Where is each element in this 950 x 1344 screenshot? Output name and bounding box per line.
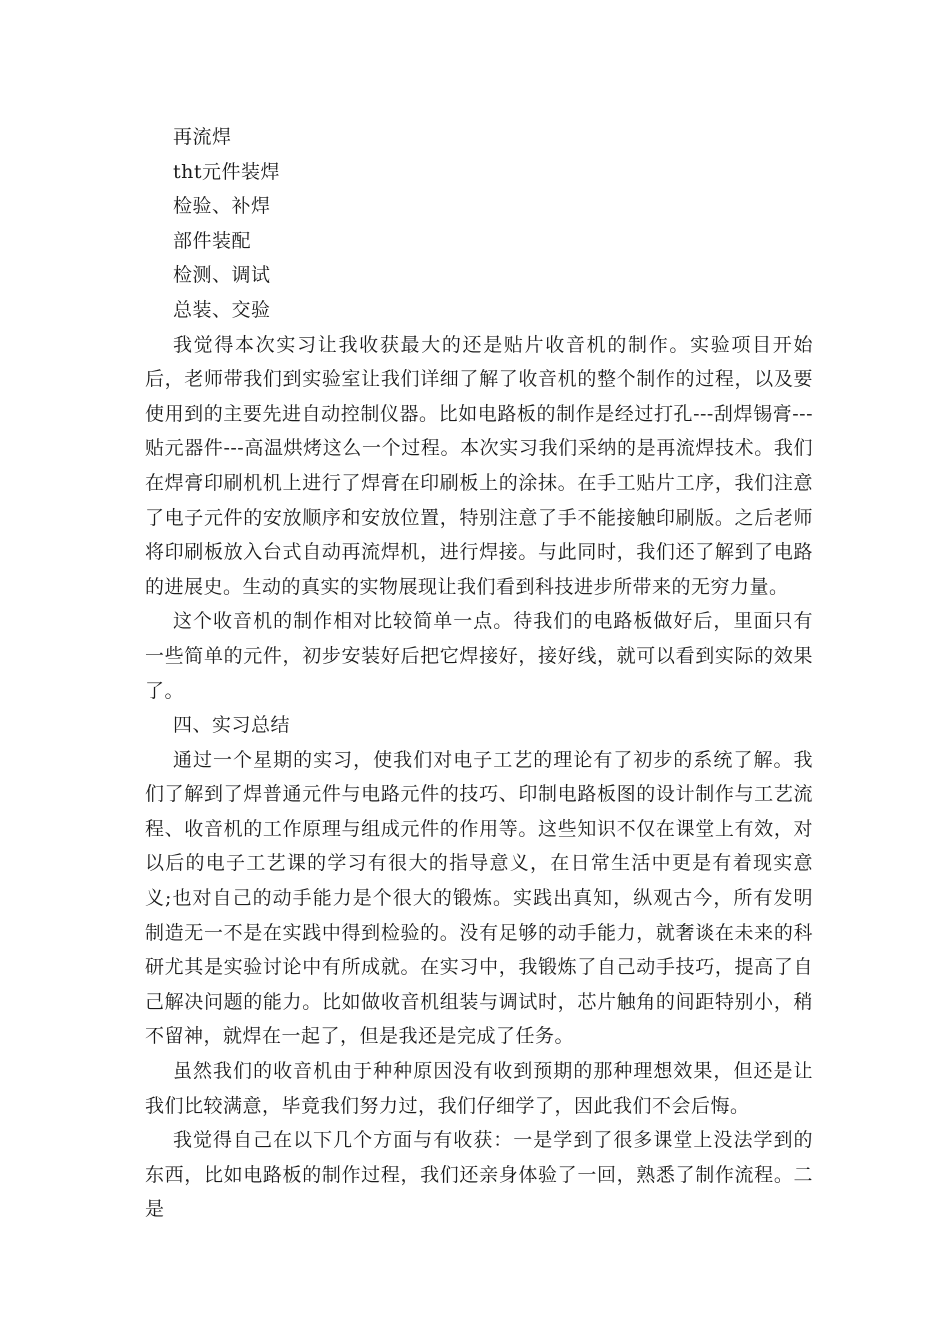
summary-paragraph: 虽然我们的收音机由于种种原因没有收到预期的那种理想效果，但还是让我们比较满意，毕竟我们努力过，我们仔细学了，因此我们不会后悔。 [145,1060,813,1117]
summary-paragraph: 我觉得自己在以下几个方面与有收获：一是学到了很多课堂上没法学到的东西，比如电路板的制作过程，我们还亲身体验了一回，熟悉了制作流程。二是 [145,1129,813,1221]
process-step-tht-soldering: tht元件装焊 [173,160,281,183]
section-heading: 四、实习总结 [173,714,291,737]
process-step-testing: 检测、调试 [173,264,271,287]
process-step-inspection: 检验、补焊 [173,195,271,218]
summary-paragraph: 通过一个星期的实习，使我们对电子工艺的理论有了初步的系统了解。我们了解到了焊普通元件与电路元件的技巧、印制电路板图的设计制作与工艺流程、收音机的工作原理与组成元件的作用等。这些知识不仅在课堂上有效，对以后的电子工艺课的学习有很大的指导意义，在日常生活中更是有着现实意义;也对自己的动手能力是个很大的锻炼。实践出真知，纵观古今，所有发明制造无一不是在实践中得到检验的。没有足够的动手能力，就奢谈在未来的科研尤其是实验讨论中有所成就。在实习中，我锻炼了自己动手技巧，提高了自己解决问题的能力。比如做收音机组装与调试时，芯片触角的间距特别小，稍不留神，就焊在一起了，但是我还是完成了任务。 [145,748,813,1048]
body-paragraph: 这个收音机的制作相对比较简单一点。待我们的电路板做好后，里面只有一些简单的元件，初步安装好后把它焊接好，接好线，就可以看到实际的效果了。 [145,610,813,702]
process-step-assembly: 部件装配 [173,229,252,252]
document-page [145,120,813,1227]
process-step-final: 总装、交验 [173,298,271,321]
body-paragraph: 我觉得本次实习让我收获最大的还是贴片收音机的制作。实验项目开始后，老师带我们到实验室让我们详细了解了收音机的整个制作的过程，以及要使用到的主要先进自动控制仪器。比如电路板的制作是经过打孔---刮焊锡膏---贴元器件---高温烘烤这么一个过程。本次实习我们采纳的是再流焊技术。我们在焊膏印刷机机上进行了焊膏在印刷板上的涂抹。在手工贴片工序，我们注意了电子元件的安放顺序和安放位置，特别注意了手不能接触印刷版。之后老师将印刷板放入台式自动再流焊机，进行焊接。与此同时，我们还了解到了电路的进展史。生动的真实的实物展现让我们看到科技进步所带来的无穷力量。 [145,333,813,598]
process-step-reflow: 再流焊 [173,126,232,148]
